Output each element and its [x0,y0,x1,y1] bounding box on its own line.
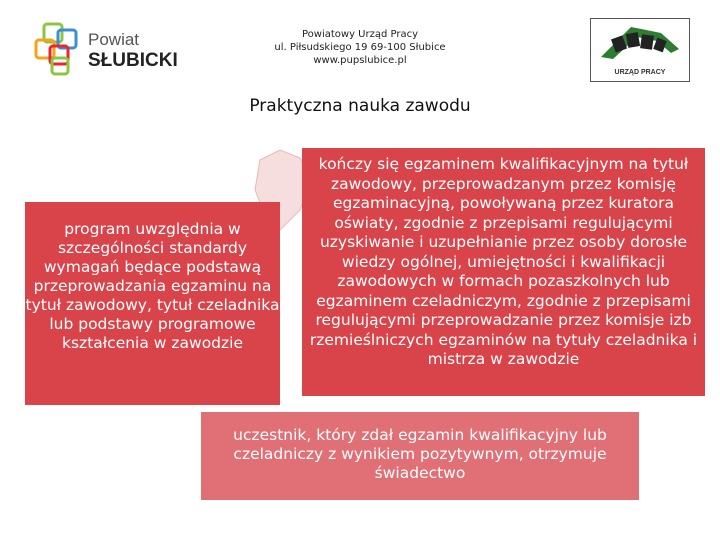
logo-text-slubicki: SŁUBICKI [88,50,178,71]
org-name: Powiatowy Urząd Pracy [301,29,419,40]
org-street: ul. Piłsudskiego 19 69-100 Słubice [274,42,446,53]
powiat-logo-squares-icon [30,18,90,80]
urzad-pracy-logo [590,18,690,82]
organization-address [240,28,480,67]
certificate-description-box: uczestnik, który zdał egzamin kwalifikacyjny lub czeladniczy z wynikiem pozytywnym, otrzymuje świadectwo [201,412,639,500]
page-title: Praktyczna nauka zawodu [249,96,471,116]
org-website: www.pupslubice.pl [313,55,407,66]
logo-text-powiat: Powiat [88,30,140,49]
exam-description-box: kończy się egzaminem kwalifikacyjnym na tytuł zawodowy, przeprowadzanym przez komisję egzaminacyjną, powoływaną przez kuratora oświaty, zgodnie z przepisami regulującymi uzyskiwanie i uzupełnianie przez osoby dorosłe wiedzy ogólnej, umiejętności i kwalifikacji zawodowych w formach pozaszkolnych lub egzaminem czeladniczym, zgodnie z przepisami regulującymi przeprowadzanie przez komisje izb rzemieślniczych egzaminów na tytuły czeladnika i mistrza w zawodzie [302,148,705,396]
program-description-box: program uwzględnia w szczególności standardy wymagań będące podstawą przeprowadzania egzaminu na tytuł zawodowy, tytuł czeladnika lub podstawy programowe kształcenia w zawodzie [25,202,280,405]
urzad-pracy-emblem-icon [591,19,689,67]
urzad-pracy-label: URZĄD PRACY [614,69,666,76]
powiat-slubicki-logo [30,18,178,80]
